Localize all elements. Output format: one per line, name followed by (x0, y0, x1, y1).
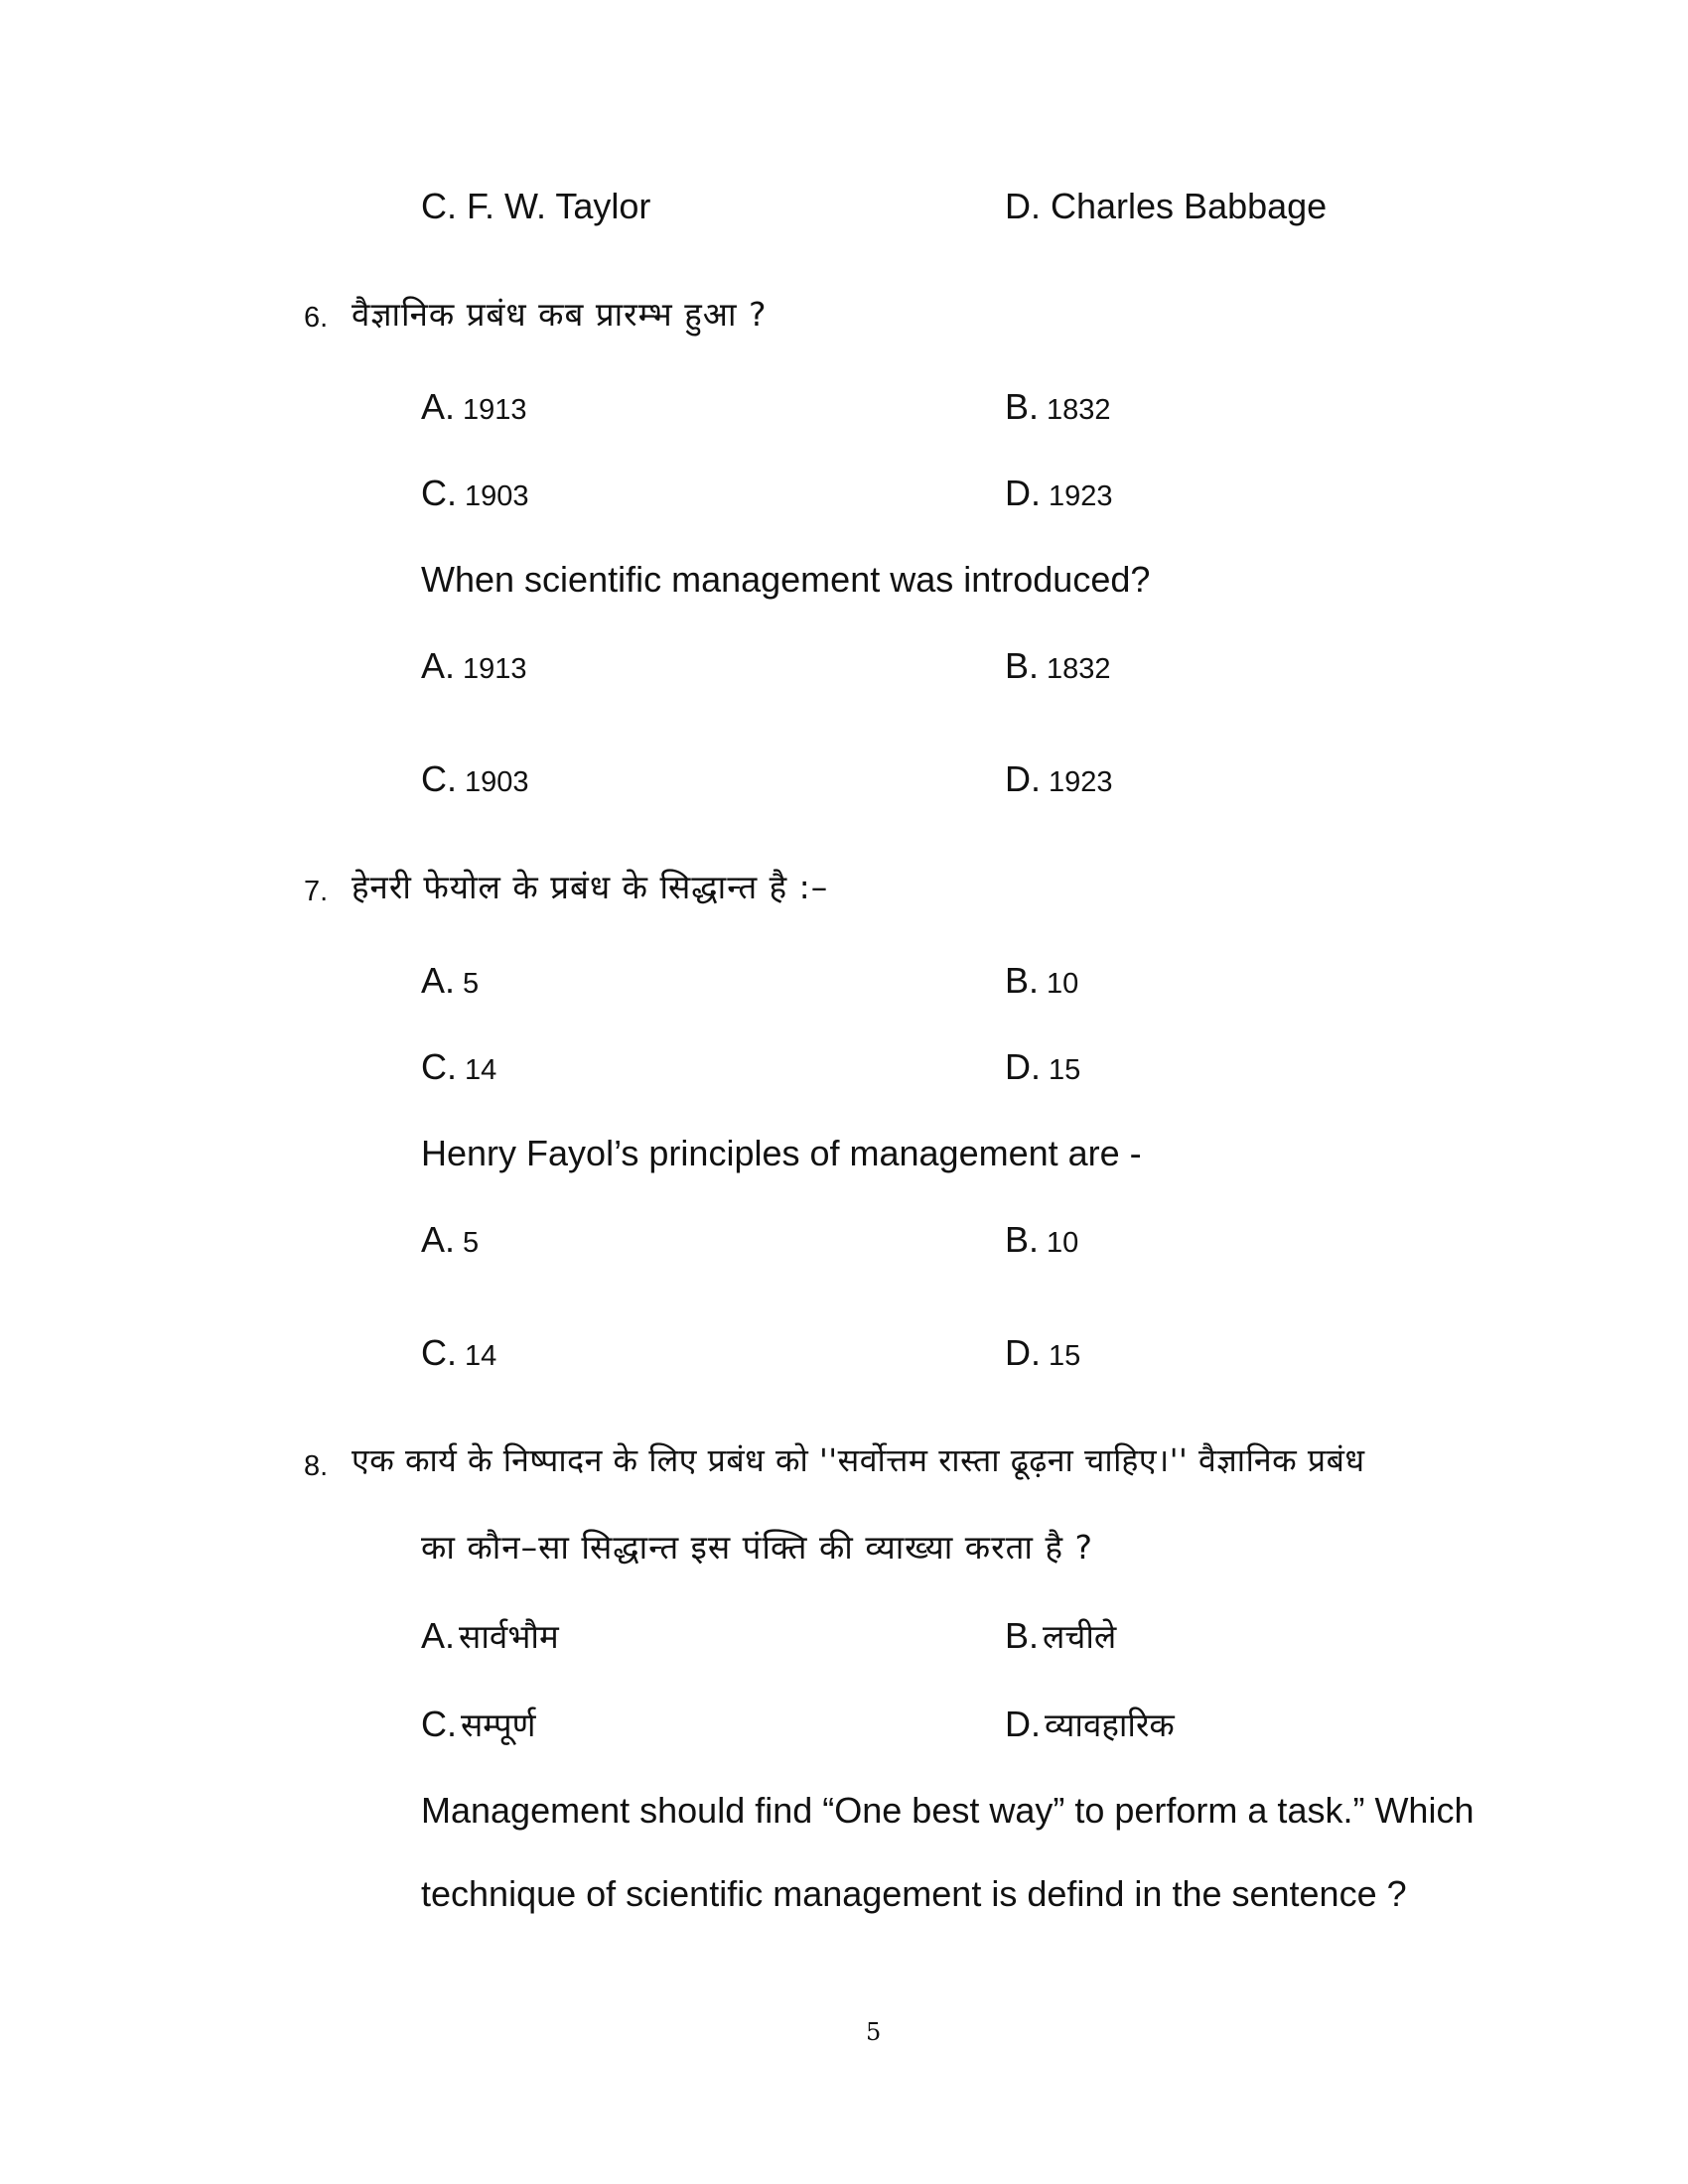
q7-hindi-option-d: D. 15 (1005, 1046, 1081, 1087)
option-d-top: D. Charles Babbage (1005, 186, 1328, 226)
question-8-english-line-2: technique of scientific management is defind in the sentence ? (421, 1873, 1407, 1914)
question-8-hindi-line-1: एक कार्य के निष्पादन के लिए प्रबंध को ''सर्वोत्तम रास्ता ढूढ़ना चाहिए।'' वैज्ञानिक प्रबंध (352, 1441, 1365, 1479)
question-8-hindi-line-2: का कौन–सा सिद्धान्त इस पंक्ति की व्याख्या करता है ? (421, 1528, 1093, 1567)
q7-english-option-a: A. 5 (421, 1219, 480, 1260)
q8-hindi-option-c: C. सम्पूर्ण (421, 1704, 536, 1744)
question-7-hindi: हेनरी फेयोल के प्रबंध के सिद्धान्त है :– (352, 868, 829, 906)
question-6-english: When scientific management was introduced? (421, 559, 1151, 600)
page-number: 5 (866, 2018, 882, 2046)
q7-hindi-option-a: A. 5 (421, 960, 480, 1001)
q6-hindi-option-c: C. 1903 (421, 473, 529, 513)
q8-hindi-option-a: A. सार्वभौम (421, 1615, 559, 1656)
question-8-english-line-1: Management should find “One best way” to perform a task.” Which (421, 1790, 1475, 1831)
q6-hindi-option-a: A. 1913 (421, 386, 527, 427)
q8-hindi-option-d: D. व्यावहारिक (1005, 1704, 1175, 1744)
q7-hindi-option-c: C. 14 (421, 1046, 497, 1087)
q8-hindi-option-b: B. लचीले (1005, 1615, 1117, 1656)
option-c-top: C. F. W. Taylor (421, 186, 651, 226)
question-8-number: 8. (304, 1450, 329, 1482)
q7-hindi-option-b: B. 10 (1005, 960, 1079, 1001)
q6-hindi-option-d: D. 1923 (1005, 473, 1113, 513)
q7-english-option-c: C. 14 (421, 1332, 497, 1373)
question-7-english: Henry Fayol’s principles of management are - (421, 1133, 1142, 1173)
question-6-number: 6. (304, 302, 329, 334)
q7-english-option-b: B. 10 (1005, 1219, 1079, 1260)
question-7-number: 7. (304, 876, 329, 907)
q6-english-option-b: B. 1832 (1005, 645, 1111, 686)
q7-english-option-d: D. 15 (1005, 1332, 1081, 1373)
question-6-hindi: वैज्ञानिक प्रबंध कब प्रारम्भ हुआ ? (352, 295, 768, 334)
q6-english-option-d: D. 1923 (1005, 758, 1113, 799)
q6-english-option-a: A. 1913 (421, 645, 527, 686)
q6-hindi-option-b: B. 1832 (1005, 386, 1111, 427)
q6-english-option-c: C. 1903 (421, 758, 529, 799)
